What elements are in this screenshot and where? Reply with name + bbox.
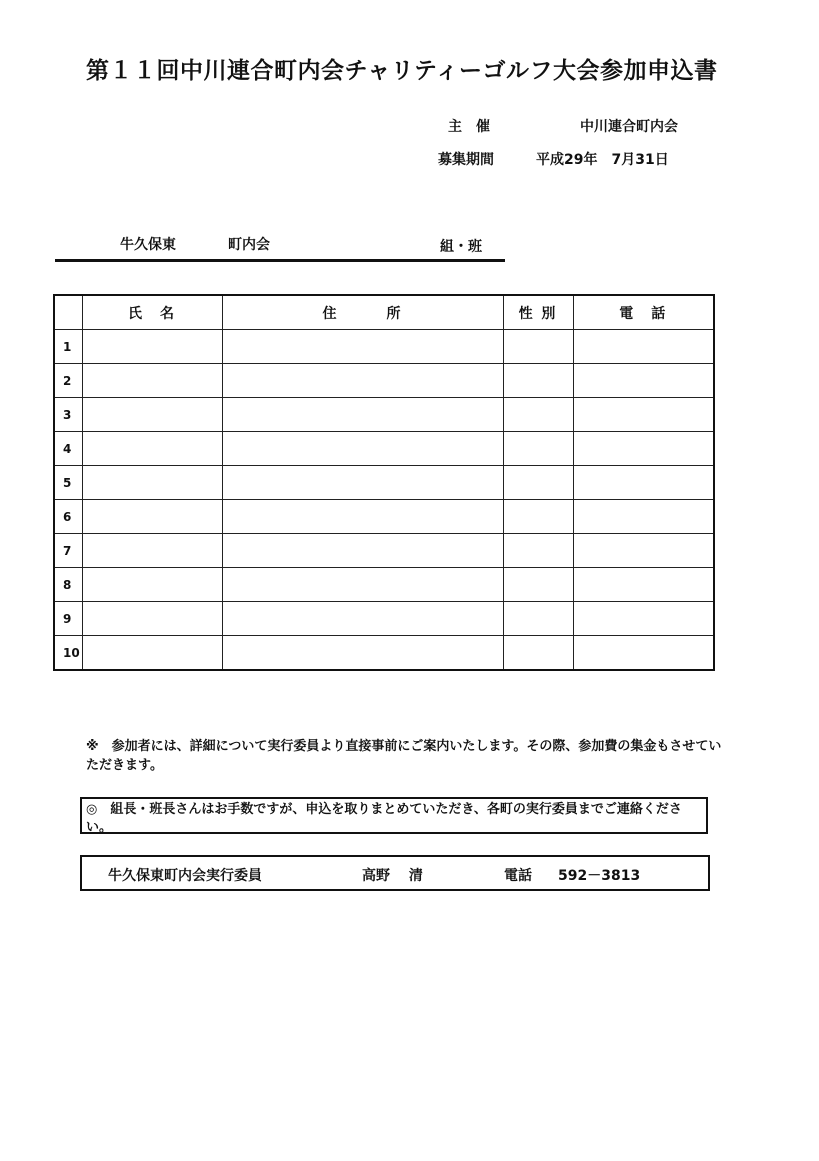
- sex-cell[interactable]: [503, 568, 573, 602]
- header-sex: 性 別: [503, 295, 573, 330]
- name-cell[interactable]: [82, 568, 222, 602]
- name-cell[interactable]: [82, 330, 222, 364]
- row-number: 2: [54, 364, 82, 398]
- header-number: [54, 295, 82, 330]
- name-cell[interactable]: [82, 432, 222, 466]
- table-row: [54, 534, 714, 568]
- table-row: [54, 466, 714, 500]
- address-cell[interactable]: [222, 364, 503, 398]
- table-row: [54, 398, 714, 432]
- name-cell[interactable]: [82, 364, 222, 398]
- address-cell[interactable]: [222, 330, 503, 364]
- sex-cell[interactable]: [503, 534, 573, 568]
- table-row: [54, 636, 714, 671]
- phone-cell[interactable]: [573, 500, 714, 534]
- name-cell[interactable]: [82, 466, 222, 500]
- request-notice: ◎ 組長・班長さんはお手数ですが、申込を取りまとめていただき、各町の実行委員までご連絡ください。: [80, 797, 708, 834]
- contact-phone-label: 電話: [504, 868, 532, 884]
- form-title: 第１１回中川連合町内会チャリティーゴルフ大会参加申込書: [86, 58, 718, 84]
- table-row: [54, 602, 714, 636]
- row-number: 1: [54, 330, 82, 364]
- entry-table: [53, 294, 715, 671]
- row-number: 6: [54, 500, 82, 534]
- table-header-row: [54, 295, 714, 330]
- address-cell[interactable]: [222, 432, 503, 466]
- contact-box: [80, 855, 710, 891]
- name-cell[interactable]: [82, 500, 222, 534]
- address-cell[interactable]: [222, 602, 503, 636]
- name-cell[interactable]: [82, 534, 222, 568]
- phone-cell[interactable]: [573, 636, 714, 671]
- table-row: [54, 568, 714, 602]
- phone-cell[interactable]: [573, 330, 714, 364]
- row-number: 10: [54, 636, 82, 671]
- sex-cell[interactable]: [503, 636, 573, 671]
- contact-phone: 592－3813: [558, 868, 641, 884]
- table-row: [54, 364, 714, 398]
- table-row: [54, 432, 714, 466]
- phone-cell[interactable]: [573, 432, 714, 466]
- row-number: 9: [54, 602, 82, 636]
- header-phone: 電 話: [573, 295, 714, 330]
- phone-cell[interactable]: [573, 398, 714, 432]
- table-row: [54, 500, 714, 534]
- name-cell[interactable]: [82, 398, 222, 432]
- address-cell[interactable]: [222, 636, 503, 671]
- address-cell[interactable]: [222, 466, 503, 500]
- phone-cell[interactable]: [573, 534, 714, 568]
- sex-cell[interactable]: [503, 602, 573, 636]
- organizer-value: 中川連合町内会: [580, 119, 678, 135]
- contact-committee: 牛久保東町内会実行委員: [108, 868, 262, 884]
- affiliation-group: 組・班: [440, 239, 482, 255]
- affiliation-area: 牛久保東: [120, 237, 176, 253]
- period-label: 募集期間: [438, 152, 494, 168]
- table-row: [54, 330, 714, 364]
- row-number: 4: [54, 432, 82, 466]
- organizer-label: 主 催: [448, 119, 490, 135]
- sex-cell[interactable]: [503, 330, 573, 364]
- phone-cell[interactable]: [573, 602, 714, 636]
- address-cell[interactable]: [222, 500, 503, 534]
- name-cell[interactable]: [82, 602, 222, 636]
- affiliation-town: 町内会: [228, 237, 270, 253]
- address-cell[interactable]: [222, 398, 503, 432]
- sex-cell[interactable]: [503, 466, 573, 500]
- sex-cell[interactable]: [503, 398, 573, 432]
- phone-cell[interactable]: [573, 568, 714, 602]
- header-name: 氏 名: [82, 295, 222, 330]
- sex-cell[interactable]: [503, 364, 573, 398]
- affiliation-underline: [55, 259, 505, 262]
- sex-cell[interactable]: [503, 500, 573, 534]
- address-cell[interactable]: [222, 568, 503, 602]
- participant-note: ※ 参加者には、詳細について実行委員より直接事前にご案内いたします。その際、参加費の集金もさせていただきます。: [86, 739, 722, 773]
- row-number: 8: [54, 568, 82, 602]
- row-number: 5: [54, 466, 82, 500]
- phone-cell[interactable]: [573, 466, 714, 500]
- phone-cell[interactable]: [573, 364, 714, 398]
- name-cell[interactable]: [82, 636, 222, 671]
- row-number: 7: [54, 534, 82, 568]
- period-value: 平成29年 7月31日: [536, 152, 669, 168]
- sex-cell[interactable]: [503, 432, 573, 466]
- address-cell[interactable]: [222, 534, 503, 568]
- header-address: 住 所: [222, 295, 503, 330]
- contact-name: 高野 清: [362, 868, 423, 884]
- row-number: 3: [54, 398, 82, 432]
